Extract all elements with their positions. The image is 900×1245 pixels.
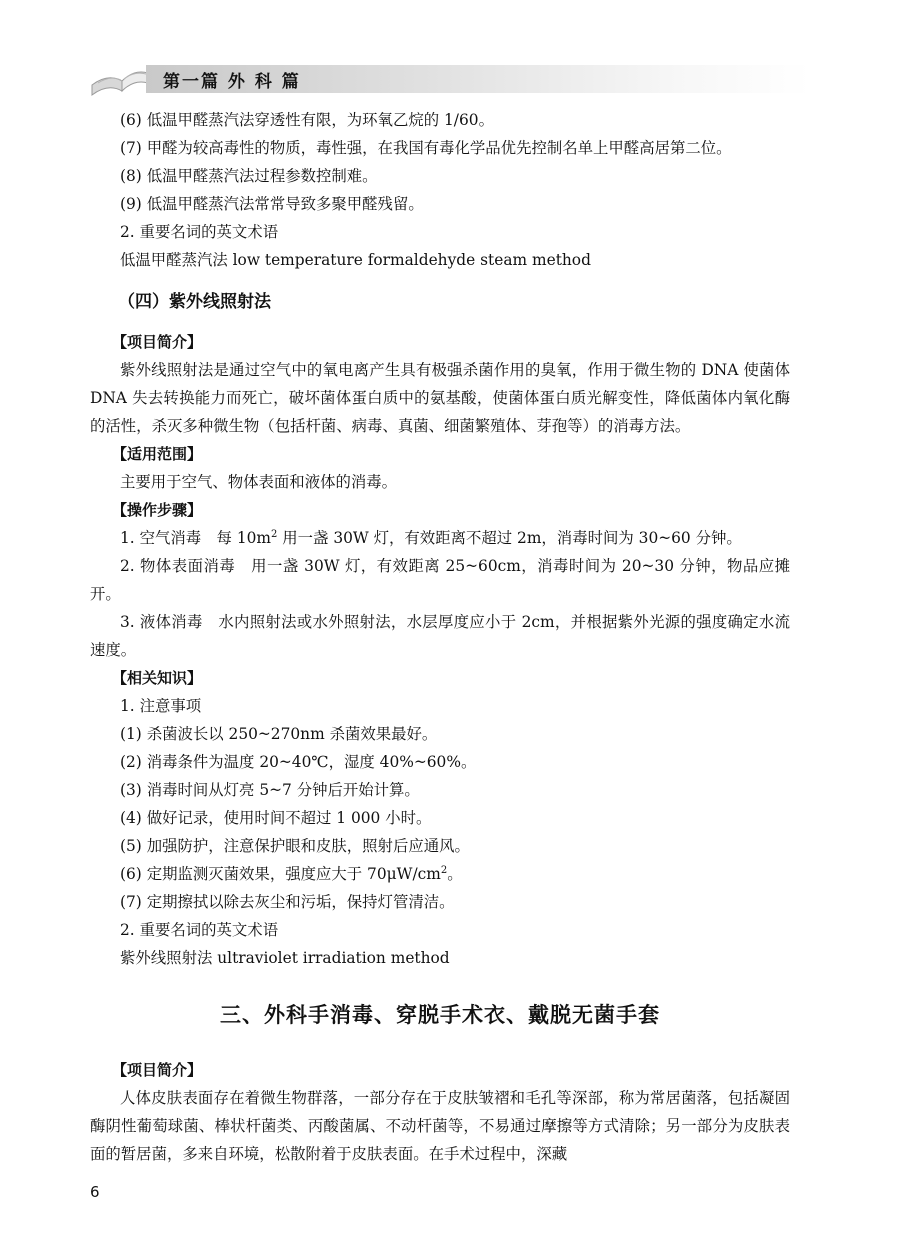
scope-tag: 【适用范围】 xyxy=(112,445,203,463)
list-item: (6) 低温甲醛蒸汽法穿透性有限，为环氧乙烷的 1/60。 xyxy=(120,111,494,129)
open-book-icon xyxy=(88,55,150,97)
term-text: 低温甲醛蒸汽法 low temperature formaldehyde steam method xyxy=(120,251,591,269)
intro-tag: 【项目简介】 xyxy=(112,333,203,351)
note-item: (7) 定期擦拭以除去灰尘和污垢，保持灯管清洁。 xyxy=(120,893,455,911)
superscript: 2 xyxy=(440,864,448,876)
section-heading-uv: （四）紫外线照射法 xyxy=(118,292,271,312)
step1-text-b: 用一盏 30W 灯，有效距离不超过 2m，消毒时间为 30~60 分钟。 xyxy=(277,529,742,547)
steps-tag: 【操作步骤】 xyxy=(112,501,203,519)
page-number: 6 xyxy=(90,1183,100,1201)
list-item: (7) 甲醛为较高毒性的物质，毒性强，在我国有毒化学品优先控制名单上甲醛高居第二位。 xyxy=(120,139,732,157)
chapter-heading: 三、外科手消毒、穿脱手术衣、戴脱无菌手套 xyxy=(220,1003,660,1027)
step-item: 2. 物体表面消毒 用一盏 30W 灯，有效距离 25~60cm，消毒时间为 20~30 分钟，物品应摊开。 xyxy=(90,557,790,603)
term-heading: 2. 重要名词的英文术语 xyxy=(120,921,279,939)
term-heading: 2. 重要名词的英文术语 xyxy=(120,223,279,241)
note-item: (3) 消毒时间从灯亮 5~7 分钟后开始计算。 xyxy=(120,781,420,799)
list-item: (8) 低温甲醛蒸汽法过程参数控制难。 xyxy=(120,167,378,185)
knowledge-tag: 【相关知识】 xyxy=(112,669,203,687)
note-item: (2) 消毒条件为温度 20~40℃，湿度 40%~60%。 xyxy=(120,753,477,771)
term-text: 紫外线照射法 ultraviolet irradiation method xyxy=(120,949,450,967)
notes-heading: 1. 注意事项 xyxy=(120,697,202,715)
scope-text: 主要用于空气、物体表面和液体的消毒。 xyxy=(120,473,398,491)
step-item: 3. 液体消毒 水内照射法或水外照射法，水层厚度应小于 2cm，并根据紫外光源的强度确定水流速度。 xyxy=(90,613,790,659)
note-item: (1) 杀菌波长以 250~270nm 杀菌效果最好。 xyxy=(120,725,438,743)
note-item: (4) 做好记录，使用时间不超过 1 000 小时。 xyxy=(120,809,432,827)
running-header xyxy=(88,55,810,97)
intro-tag: 【项目简介】 xyxy=(112,1061,203,1079)
intro-paragraph: 人体皮肤表面存在着微生物群落，一部分存在于皮肤皱褶和毛孔等深部，称为常居菌落，包括凝固酶阴性葡萄球菌、棒状杆菌类、丙酸菌属、不动杆菌等，不易通过摩擦等方式清除；另一部分为皮肤表面的暂居菌，多来自环境，松散附着于皮肤表面。在手术过程中，深藏 xyxy=(90,1089,790,1163)
note-item: (5) 加强防护，注意保护眼和皮肤，照射后应通风。 xyxy=(120,837,470,855)
step1-text-a: 1. 空气消毒 每 10m xyxy=(120,529,271,547)
header-title: 第一篇 外 科 篇 xyxy=(163,72,301,92)
note-item xyxy=(90,860,790,888)
note6-text-b: 。 xyxy=(447,865,463,883)
note6-text-a: (6) 定期监测灭菌效果，强度应大于 70μW/cm xyxy=(120,865,441,883)
page-content xyxy=(90,106,790,1168)
list-item: (9) 低温甲醛蒸汽法常常导致多聚甲醛残留。 xyxy=(120,195,424,213)
intro-paragraph: 紫外线照射法是通过空气中的氧电离产生具有极强杀菌作用的臭氧，作用于微生物的 DNA 使菌体 DNA 失去转换能力而死亡，破坏菌体蛋白质中的氨基酸，使菌体蛋白质光解变性，降低菌体内氧化酶的活性，杀灭多种微生物（包括杆菌、病毒、真菌、细菌繁殖体、芽孢等）的消毒方法。 xyxy=(90,361,790,435)
superscript: 2 xyxy=(271,528,278,540)
step-item xyxy=(90,524,790,552)
